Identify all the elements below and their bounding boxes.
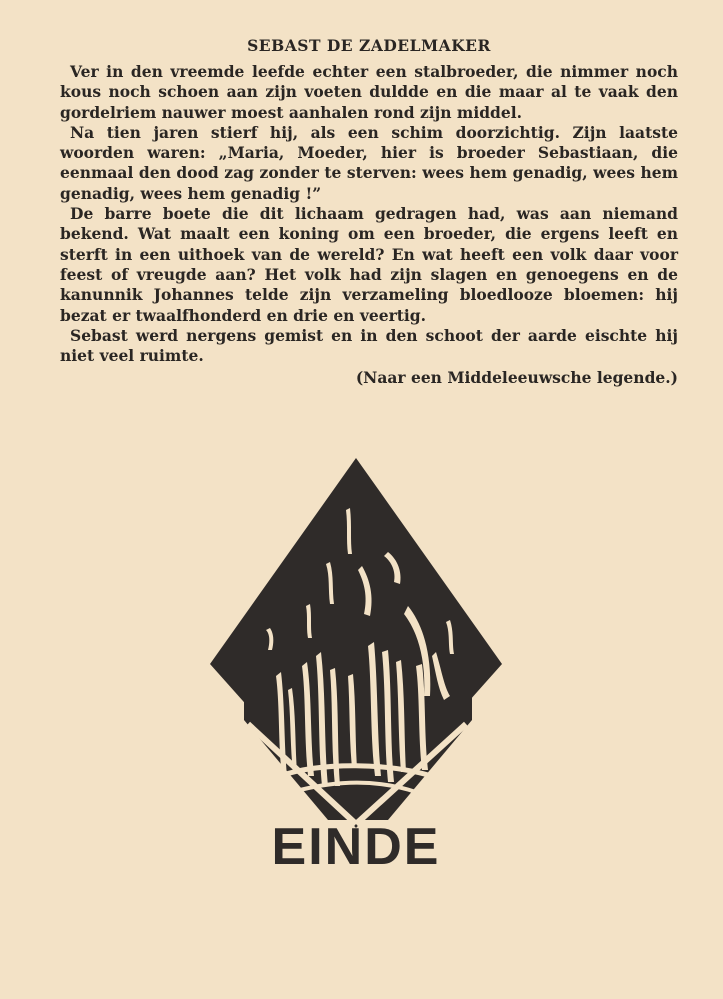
story-text bbox=[60, 62, 678, 366]
chapter-title: SEBAST DE ZADELMAKER bbox=[247, 36, 491, 55]
paragraph: Sebast werd nergens gemist en in den schoot der aarde eischte hij niet veel ruimte. bbox=[60, 325, 678, 366]
paragraph: Na tien jaren stierf hij, als een schim doorzichtig. Zijn laatste woorden waren: „Maria, Moeder, hier is broeder Sebastiaan, die eenmaal den dood zag zonder te sterven: wees hem genadig, wees hem genadig, wees hem genadig !” bbox=[60, 122, 678, 203]
paragraph: De barre boete die dit lichaam gedragen had, was aan niemand bekend. Wat maalt een koning om een broeder, die ergens leeft en sterft in een uithoek van de wereld? En wat heeft een volk daar voor feest of vreugde aan? Het volk had zijn slagen en genoegens en de kanunnik Johannes telde zijn verzameling bloedlooze bloemen: hij bezat er twaalfhonderd en drie en veertig. bbox=[60, 204, 678, 325]
paragraph: Ver in den vreemde leefde echter een stalbroeder, die nimmer noch kous noch schoen aan zijn voeten duldde en die maar al te vaak den gordelriem nauwer moest aanhalen rond zijn middel. bbox=[60, 62, 678, 122]
einde-text: EINDE bbox=[271, 818, 441, 870]
attribution: (Naar een Middeleeuwsche legende.) bbox=[355, 368, 678, 387]
einde-woodcut-illustration bbox=[210, 456, 504, 870]
